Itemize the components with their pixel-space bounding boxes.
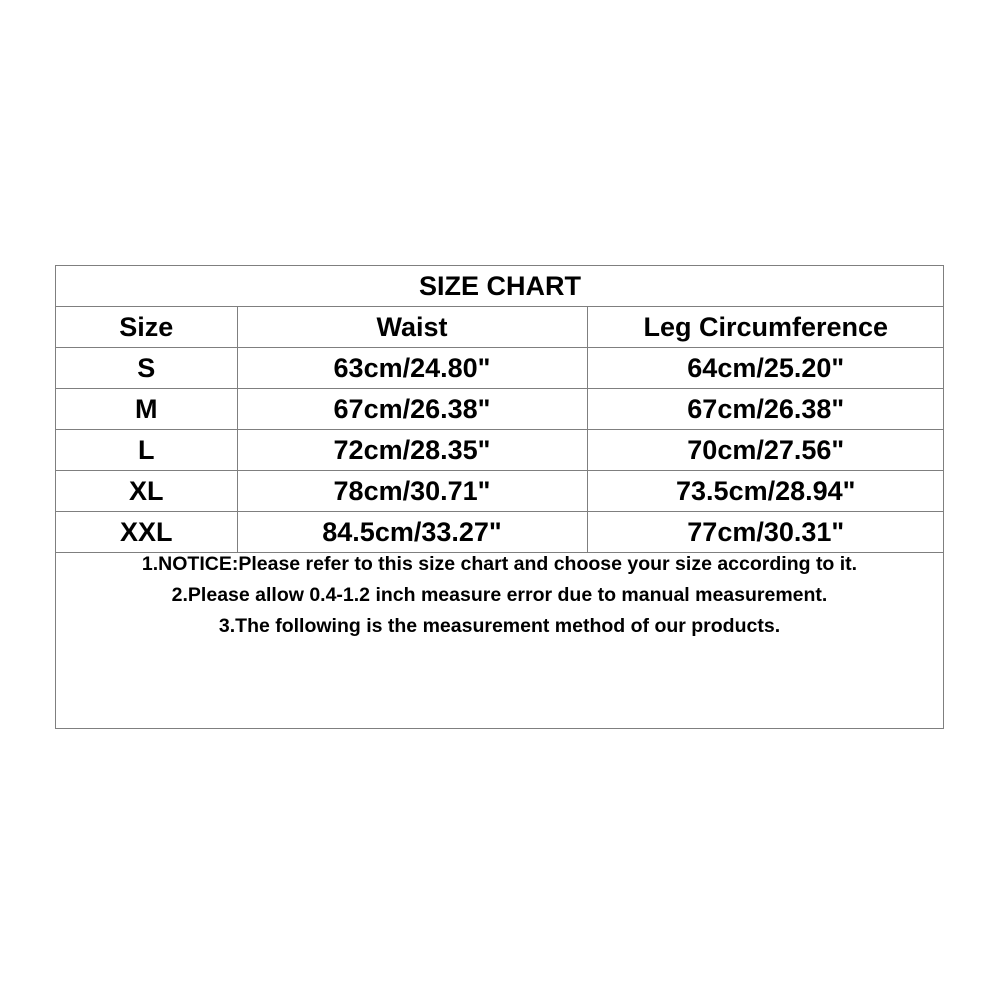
note-measure-error: 2.Please allow 0.4-1.2 inch measure error due to manual measurement.	[171, 584, 828, 606]
leg-cell: 64cm/25.20"	[587, 348, 944, 389]
waist-cell: 63cm/24.80"	[237, 348, 587, 389]
column-header-waist: Waist	[237, 307, 587, 348]
size-cell: M	[56, 389, 237, 430]
column-header-leg-circumference: Leg Circumference	[587, 307, 944, 348]
leg-cell: 67cm/26.38"	[587, 389, 944, 430]
chart-title: SIZE CHART	[56, 266, 944, 307]
note-measurement-method: 3.The following is the measurement method of our products.	[218, 615, 781, 637]
table-row	[56, 430, 944, 471]
table-row	[56, 471, 944, 512]
title-row	[56, 266, 944, 307]
size-table	[56, 266, 944, 553]
table-row	[56, 348, 944, 389]
table-row	[56, 512, 944, 553]
waist-cell: 84.5cm/33.27"	[237, 512, 587, 553]
leg-cell: 73.5cm/28.94"	[587, 471, 944, 512]
header-row	[56, 307, 944, 348]
waist-cell: 78cm/30.71"	[237, 471, 587, 512]
size-chart	[55, 265, 944, 729]
waist-cell: 72cm/28.35"	[237, 430, 587, 471]
size-cell: L	[56, 430, 237, 471]
size-cell: S	[56, 348, 237, 389]
notes-section	[56, 549, 943, 642]
size-cell: XL	[56, 471, 237, 512]
leg-cell: 70cm/27.56"	[587, 430, 944, 471]
column-header-size: Size	[56, 307, 237, 348]
leg-cell: 77cm/30.31"	[587, 512, 944, 553]
note-notice: 1.NOTICE:Please refer to this size chart and choose your size according to it.	[141, 553, 858, 575]
table-row	[56, 389, 944, 430]
waist-cell: 67cm/26.38"	[237, 389, 587, 430]
size-cell: XXL	[56, 512, 237, 553]
